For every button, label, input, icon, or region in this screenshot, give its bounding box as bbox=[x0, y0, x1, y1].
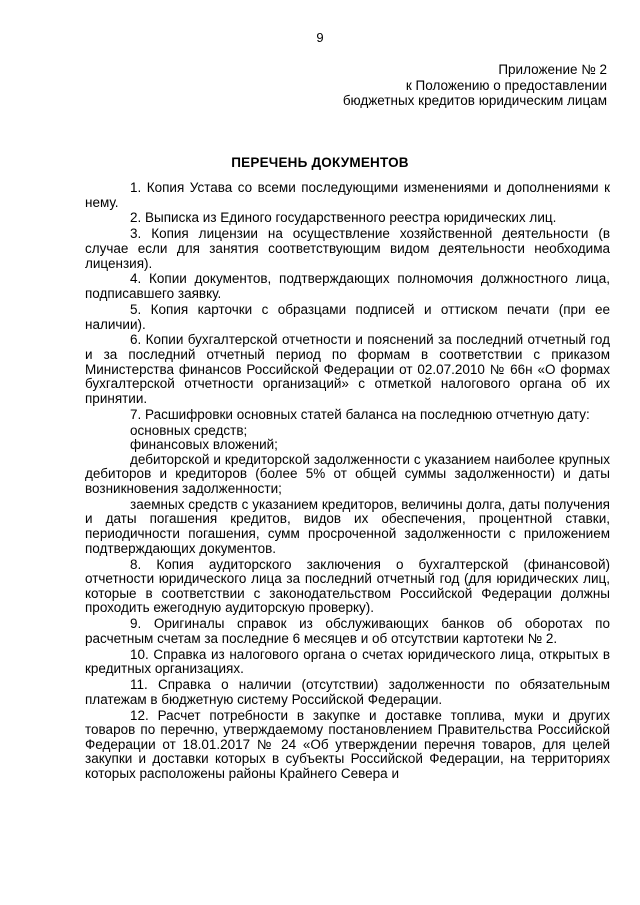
page-number: 9 bbox=[316, 30, 324, 45]
appendix-header bbox=[343, 62, 607, 109]
paragraph-7: 7. Расшифровки основных статей баланса на последнюю отчетную дату: bbox=[130, 406, 590, 422]
paragraph-3: 3. Копия лицензии на осуществление хозяйственной деятельности (в случае если для занятия соответствующим видом деятельности необходима лицензия). bbox=[85, 226, 610, 271]
paragraph-7-item-investments: финансовых вложений; bbox=[130, 437, 278, 453]
paragraph-4: 4. Копии документов, подтверждающих полномочия должностного лица, подписавшего заявку. bbox=[85, 271, 610, 302]
appendix-line-3: бюджетных кредитов юридическим лицам bbox=[342, 93, 607, 108]
document-title: ПЕРЕЧЕНЬ ДОКУМЕНТОВ bbox=[231, 155, 409, 170]
paragraph-9: 9. Оригиналы справок из обслуживающих банков об оборотах по расчетным счетам за последние 6 месяцев и об отсутствии картотеки № 2. bbox=[85, 616, 610, 646]
paragraph-12: 12. Расчет потребности в закупке и доставке топлива, муки и других товаров по перечню, утверждаемому постановлением Правительства Российской Федерации от 18.01.2017 № 24 «Об утверждении перечня товаров, для целей закупки и доставки которых в субъекты Российской Федерации, на территориях которых расположены районы Крайнего Севера и bbox=[85, 707, 610, 782]
paragraph-5: 5. Копия карточки с образцами подписей и оттиском печати (при ее наличии). bbox=[85, 301, 610, 332]
paragraph-7-item-receivables: дебиторской и кредиторской задолженности с указанием наиболее крупных дебиторов и кредиторов (более 5% от общей суммы задолженности) и даты возникновения задолженности; bbox=[85, 451, 610, 496]
paragraph-1: 1. Копия Устава со всеми последующими изменениями и дополнениями к нему. bbox=[85, 180, 610, 210]
paragraph-10: 10. Справка из налогового органа о счетах юридического лица, открытых в кредитных организациях. bbox=[85, 646, 610, 677]
appendix-line-1: Приложение № 2 bbox=[498, 62, 607, 77]
appendix-line-2: к Положению о предоставлении bbox=[405, 77, 607, 93]
paragraph-6: 6. Копии бухгалтерской отчетности и пояснений за последний отчетный год и за последний отчетный период по формам в соответствии с приказом Министерства финансов Российской Федерации от 02.07.2010 № 66н «О формах бухгалтерской отчетности организаций» с отметкой налогового органа об их принятии. bbox=[85, 332, 610, 406]
document-body bbox=[85, 181, 610, 783]
paragraph-2: 2. Выписка из Единого государственного реестра юридических лиц. bbox=[130, 210, 557, 226]
paragraph-11: 11. Справка о наличии (отсутствии) задолженности по обязательным платежам в бюджетную систему Российской Федерации. bbox=[85, 677, 610, 707]
paragraph-7-item-borrowings: заемных средств с указанием кредиторов, величины долга, даты получения и даты погашения кредитов, видов их обеспечения, процентной ставки, периодичности погашения, сумм просроченной задолженности с приложением подтверждающих документов. bbox=[85, 496, 610, 556]
paragraph-8: 8. Копия аудиторского заключения о бухгалтерской (финансовой) отчетности юридического лица за последний отчетный год (для юридических лиц, которые в соответствии с законодательством Российской Федерации должны проходить ежегодную аудиторскую проверку). bbox=[85, 556, 610, 616]
paragraph-7-item-fixed-assets: основных средств; bbox=[130, 422, 248, 438]
